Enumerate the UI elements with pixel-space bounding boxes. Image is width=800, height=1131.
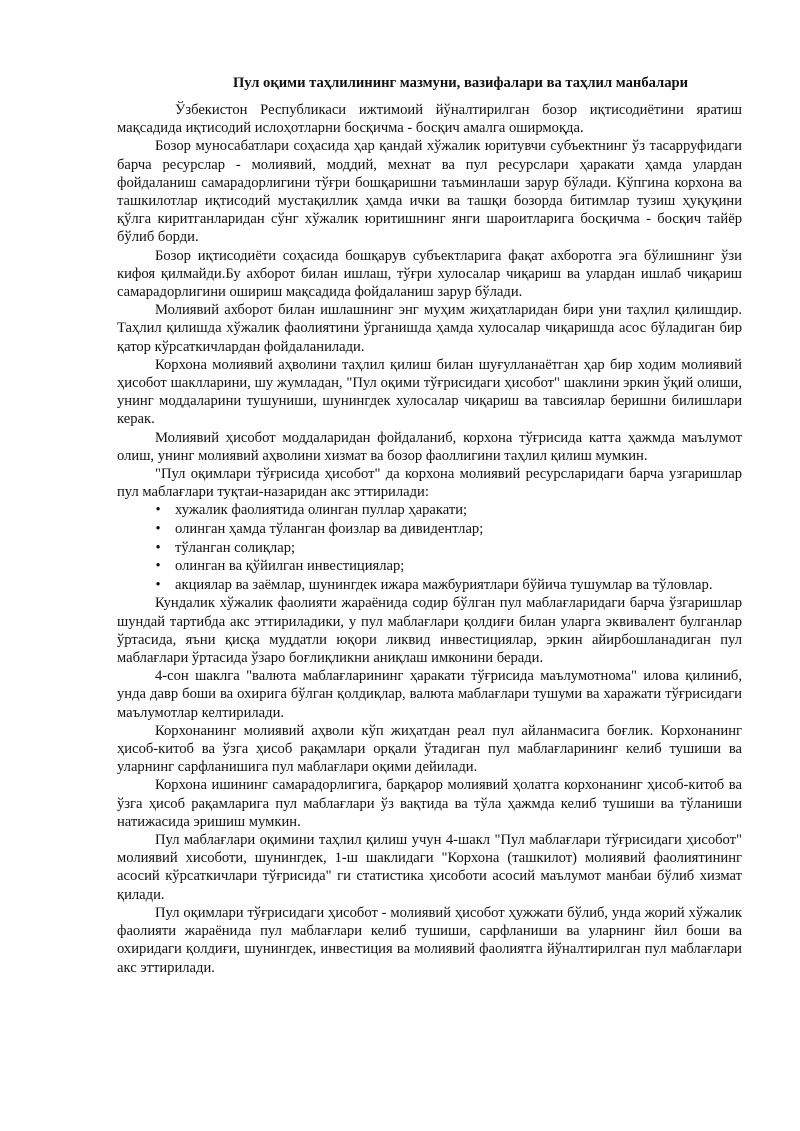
bullet-item [117, 501, 742, 520]
document-title: Пул оқими таҳлилининг мазмуни, вазифалари ва таҳлил манбалари [232, 75, 689, 91]
bullet-text: тўланган солиқлар; [175, 539, 296, 556]
bullet-icon: • [155, 521, 161, 538]
paragraph: "Пул оқимлари тўғрисида ҳисобот" да корхона молиявий ресурсларидаги барча узгаришлар пул маблағлари туқтаи-назаридан акс эттирилади: [117, 466, 742, 501]
document-body [117, 74, 742, 977]
paragraph: Ўзбекистон Республикаси ижтимоий йўналтирилган бозор иқтисодиётини яратиш мақсадида иқтисодий ислоҳотларни босқичма - босқич амалга оширмоқда. [117, 102, 742, 137]
paragraph: Пул маблағлари оқимини таҳлил қилиш учун 4-шакл "Пул маблағлари тўғрисидаги ҳисобот" молиявий хисоботи, шунингдек, 1-ш шаклидаги "Корхона (ташкилот) молиявий фаолиятининг асосий кўрсаткичлари тўғрисида" ги статистика ҳисоботи асосий маълумот манбаи бўлиб хизмат қилади. [117, 832, 742, 903]
paragraph: Кундалик хўжалик фаолияти жараёнида содир бўлган пул маблағларидаги барча ўзгаришлар шундай тартибда акс эттириладики, у пул маблағлари қолдиғи билан уларга эквивалент булганлар ўртасида, яъни қисқа муддатли юқори ликвид инвестициялар, эркин айирбошланадиган пул маблағлари ўртасида ўзаро боғлиқликни аниқлаш имконини беради. [117, 595, 742, 667]
paragraph: Пул оқимлари тўғрисидаги ҳисобот - молиявий ҳисобот ҳужжати бўлиб, унда жорий хўжалик фаолияти жараёнида пул маблағлари келиб тушиши, сарфланиши ва уларнинг йил боши ва охиридаги қолдиғи, шунингдек, инвестиция ва молиявий фаолиятга йўналтирилган пул маблағлари акс эттирилади. [117, 904, 742, 976]
paragraph: Корхона ишининг самарадорлигига, барқарор молиявий ҳолатга корхонанинг ҳисоб-китоб ва ўзга ҳисоб рақамларига пул маблағлари ўз вақтида ва тўла ҳажмда келиб тушиши ва тўланиши натижасида эришиш мумкин. [117, 777, 742, 830]
bullet-item [117, 557, 742, 576]
bullet-text: акциялар ва заёмлар, шунингдек ижара мажбуриятлари бўйича тушумлар ва тўловлар. [175, 576, 713, 593]
paragraph: Бозор муносабатлари соҳасида ҳар қандай хўжалик юритувчи субъектнинг ўз тасарруфидаги барча ресурслар - молиявий, моддий, мехнат ва пул ресурслари ҳаракати ҳамда улардан фойдаланиш самарадорлигини тўғри бошқаришни таъминлаши зарур бўлади. Кўпгина корхона ва ташкилотлар иқтисодий мустақиллик ҳамда ички ва ташқи бозорда битимлар тузиш ҳуқуқини қўлга киритганларидан сўнг хўжалик юритишнинг янги шароитларига босқичма - босқич тайёр бўлиб борди. [117, 138, 742, 246]
bullet-text: олинган ҳамда тўланган фоизлар ва дивидентлар; [175, 521, 484, 538]
bullet-text: олинган ва қўйилган инвестициялар; [175, 558, 405, 575]
paragraph: Молиявий ҳисобот моддаларидан фойдаланиб, корхона тўғрисида катта ҳажмда маълумот олиш, унинг молиявий аҳволини хизмат ва бозор фаоллигини таҳлил қилиш мумкин. [117, 429, 742, 464]
bullet-item [117, 520, 742, 539]
bullet-icon: • [155, 576, 161, 593]
bullet-icon: • [155, 558, 161, 575]
paragraph: Корхонанинг молиявий аҳволи кўп жиҳатдан реал пул айланмасига боғлик. Корхонанинг ҳисоб-китоб ва ўзга ҳисоб рақамлари орқали ўтадиган пул маблағларининг келиб тушиши ва уларнинг сарфланишига пул маблағлари оқими дейилади. [117, 722, 742, 776]
bullet-text: хужалик фаолиятида олинган пуллар ҳаракати; [175, 502, 468, 519]
bullet-item [117, 539, 742, 558]
paragraph: 4-сон шаклга "валюта маблағларининг ҳаракати тўғрисида маълумотнома" илова қилиниб, унда давр боши ва охирига бўлган қолдиқлар, валюта маблағлари тушуми ва харажати тўғрисидаги маълумотлар келтирилади. [117, 668, 742, 721]
bullet-item [117, 576, 742, 595]
paragraph: Молиявий ахборот билан ишлашнинг энг муҳим жиҳатларидан бири уни таҳлил қилишдир. Таҳлил қилишда хўжалик фаолиятини ўрганишда ҳамда хулосалар чиқаришда асос бўладиган бир қатор кўрсаткичлардан фойдаланилади. [117, 302, 742, 355]
bullet-list [117, 501, 742, 594]
paragraph: Корхона молиявий аҳволини таҳлил қилиш билан шуғулланаётган ҳар бир ходим молиявий ҳисобот шаклларини, шу жумладан, "Пул оқими тўғрисидаги ҳисобот" шаклини эркин ўқий олиши, унинг моддаларини тушуниши, шунингдек хулосалар чиқариш ва тавсиялар беришни билишлари керак. [117, 356, 742, 428]
bullet-icon: • [155, 539, 161, 556]
bullet-icon: • [155, 502, 161, 519]
paragraph: Бозор иқтисодиёти соҳасида бошқарув субъектларига фақат ахборотга эга бўлишнинг ўзи кифоя қилмайди.Бу ахборот билан ишлаш, тўғри хулосалар чиқариш ва улардан ишлаб чиқариш самарадорлигини ошириш мақсадида фойдаланиш зарур бўлади. [117, 247, 742, 301]
